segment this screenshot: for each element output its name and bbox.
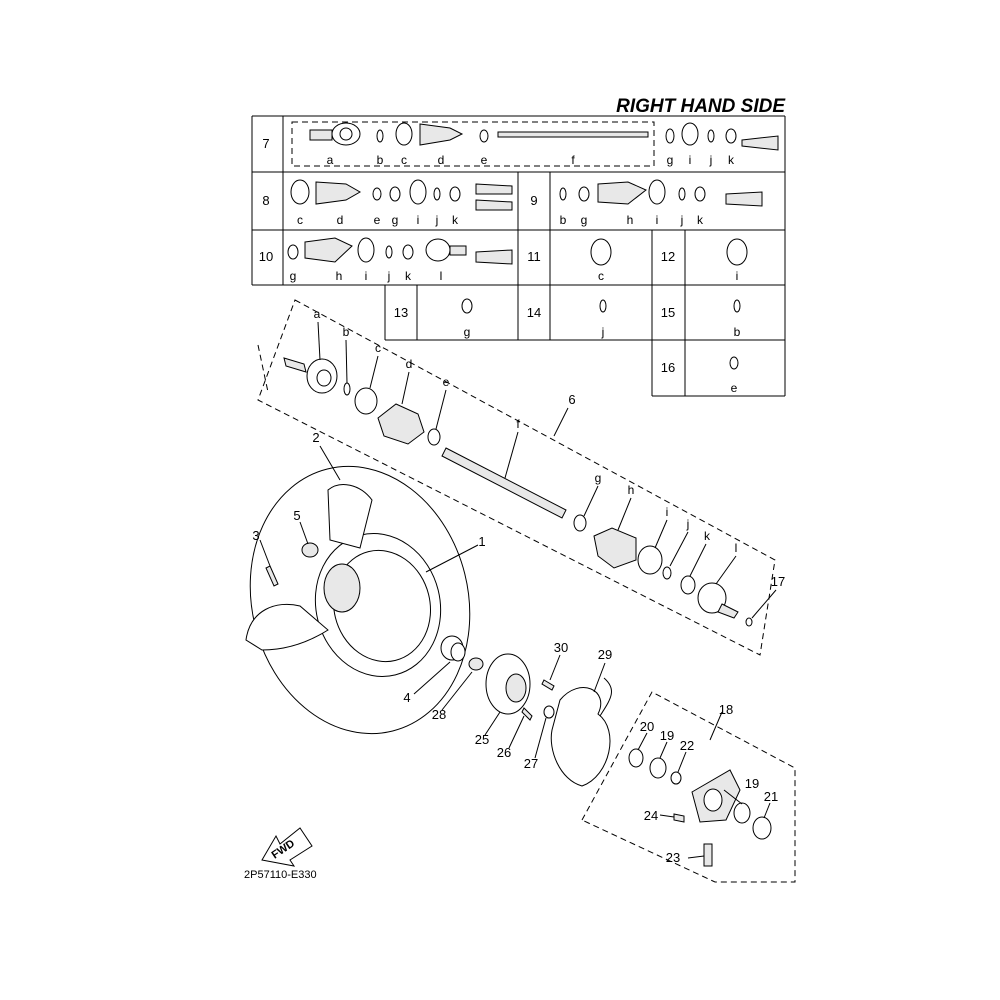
- callout-label: 4: [403, 690, 411, 705]
- row-15-number: 15: [660, 305, 676, 320]
- row-10-number: 10: [258, 249, 274, 264]
- callout-label: e: [442, 375, 450, 389]
- wheel-assembly: [223, 430, 498, 757]
- callout-label: i: [655, 213, 659, 227]
- row-10-parts: [288, 238, 512, 264]
- callout-label: k: [728, 153, 734, 167]
- callout-label: i: [416, 213, 420, 227]
- callout-label: 23: [665, 850, 681, 865]
- row-8-number: 8: [262, 193, 270, 208]
- callout-label: g: [594, 471, 602, 485]
- callout-label: c: [375, 341, 381, 355]
- callout-label: d: [336, 213, 344, 227]
- callout-label: 6: [568, 392, 576, 407]
- knuckle-assembly: [582, 692, 795, 882]
- row-7-parts: [310, 123, 778, 150]
- callout-label: 18: [718, 702, 734, 717]
- callout-label: j: [601, 325, 605, 339]
- callout-label: g: [463, 325, 471, 339]
- callout-label: j: [709, 153, 713, 167]
- callout-label: l: [439, 269, 443, 283]
- callout-label: b: [342, 325, 350, 339]
- callout-label: c: [401, 153, 407, 167]
- callout-label: l: [734, 541, 738, 555]
- callout-label: 20: [639, 719, 655, 734]
- callout-label: d: [405, 357, 413, 371]
- callout-label: 1: [478, 534, 486, 549]
- row-12-number: 12: [660, 249, 676, 264]
- callout-label: i: [364, 269, 368, 283]
- callout-label: h: [627, 483, 635, 497]
- callout-label: 17: [770, 574, 786, 589]
- callout-label: c: [297, 213, 303, 227]
- callout-label: e: [730, 381, 738, 395]
- callout-label: k: [452, 213, 458, 227]
- row-14-number: 14: [526, 305, 542, 320]
- callout-label: g: [666, 153, 674, 167]
- callout-label: h: [335, 269, 343, 283]
- callout-label: 24: [643, 808, 659, 823]
- row-16-number: 16: [660, 360, 676, 375]
- kit-table: [252, 116, 785, 396]
- callout-label: 22: [679, 738, 695, 753]
- callout-label: e: [480, 153, 488, 167]
- callout-label: 27: [523, 756, 539, 771]
- callout-label: j: [686, 517, 690, 531]
- callout-label: 19: [744, 776, 760, 791]
- row-13-number: 13: [393, 305, 409, 320]
- callout-label: 21: [763, 789, 779, 804]
- fwd-label: FWD: [269, 837, 298, 862]
- callout-label: 25: [474, 732, 490, 747]
- callout-label: i: [735, 269, 739, 283]
- callout-label: g: [391, 213, 399, 227]
- callout-label: b: [559, 213, 567, 227]
- row-7-number: 7: [262, 136, 270, 151]
- callout-label: h: [626, 213, 634, 227]
- callout-label: g: [289, 269, 297, 283]
- callout-label: j: [387, 269, 391, 283]
- row-9-number: 9: [530, 193, 538, 208]
- callout-label: g: [580, 213, 588, 227]
- callout-label: 3: [252, 528, 260, 543]
- callout-label: 19: [659, 728, 675, 743]
- callout-label: f: [516, 417, 520, 431]
- callout-label: b: [376, 153, 384, 167]
- diagram-code: 2P57110-E330: [244, 869, 317, 881]
- callout-label: b: [733, 325, 741, 339]
- callout-label: f: [571, 153, 575, 167]
- callout-label: 28: [431, 707, 447, 722]
- row-11-number: 11: [527, 249, 541, 264]
- callout-label: a: [326, 153, 334, 167]
- callout-label: j: [680, 213, 684, 227]
- callout-label: k: [405, 269, 411, 283]
- row-8-parts: [291, 180, 512, 210]
- callout-label: a: [313, 307, 321, 321]
- callout-label: 26: [496, 745, 512, 760]
- callout-label: 2: [312, 430, 320, 445]
- callout-label: j: [435, 213, 439, 227]
- callout-label: k: [697, 213, 703, 227]
- diagram-title: RIGHT HAND SIDE: [616, 96, 785, 117]
- callout-label: c: [598, 269, 604, 283]
- callout-label: 29: [597, 647, 613, 662]
- callout-label: 5: [293, 508, 301, 523]
- row-9-parts: [560, 180, 762, 206]
- callout-label: 30: [553, 640, 569, 655]
- callout-label: i: [665, 505, 669, 519]
- callout-label: e: [373, 213, 381, 227]
- fwd-arrow-icon: [262, 828, 312, 866]
- callout-label: i: [688, 153, 692, 167]
- callout-label: d: [437, 153, 445, 167]
- callout-label: k: [704, 529, 710, 543]
